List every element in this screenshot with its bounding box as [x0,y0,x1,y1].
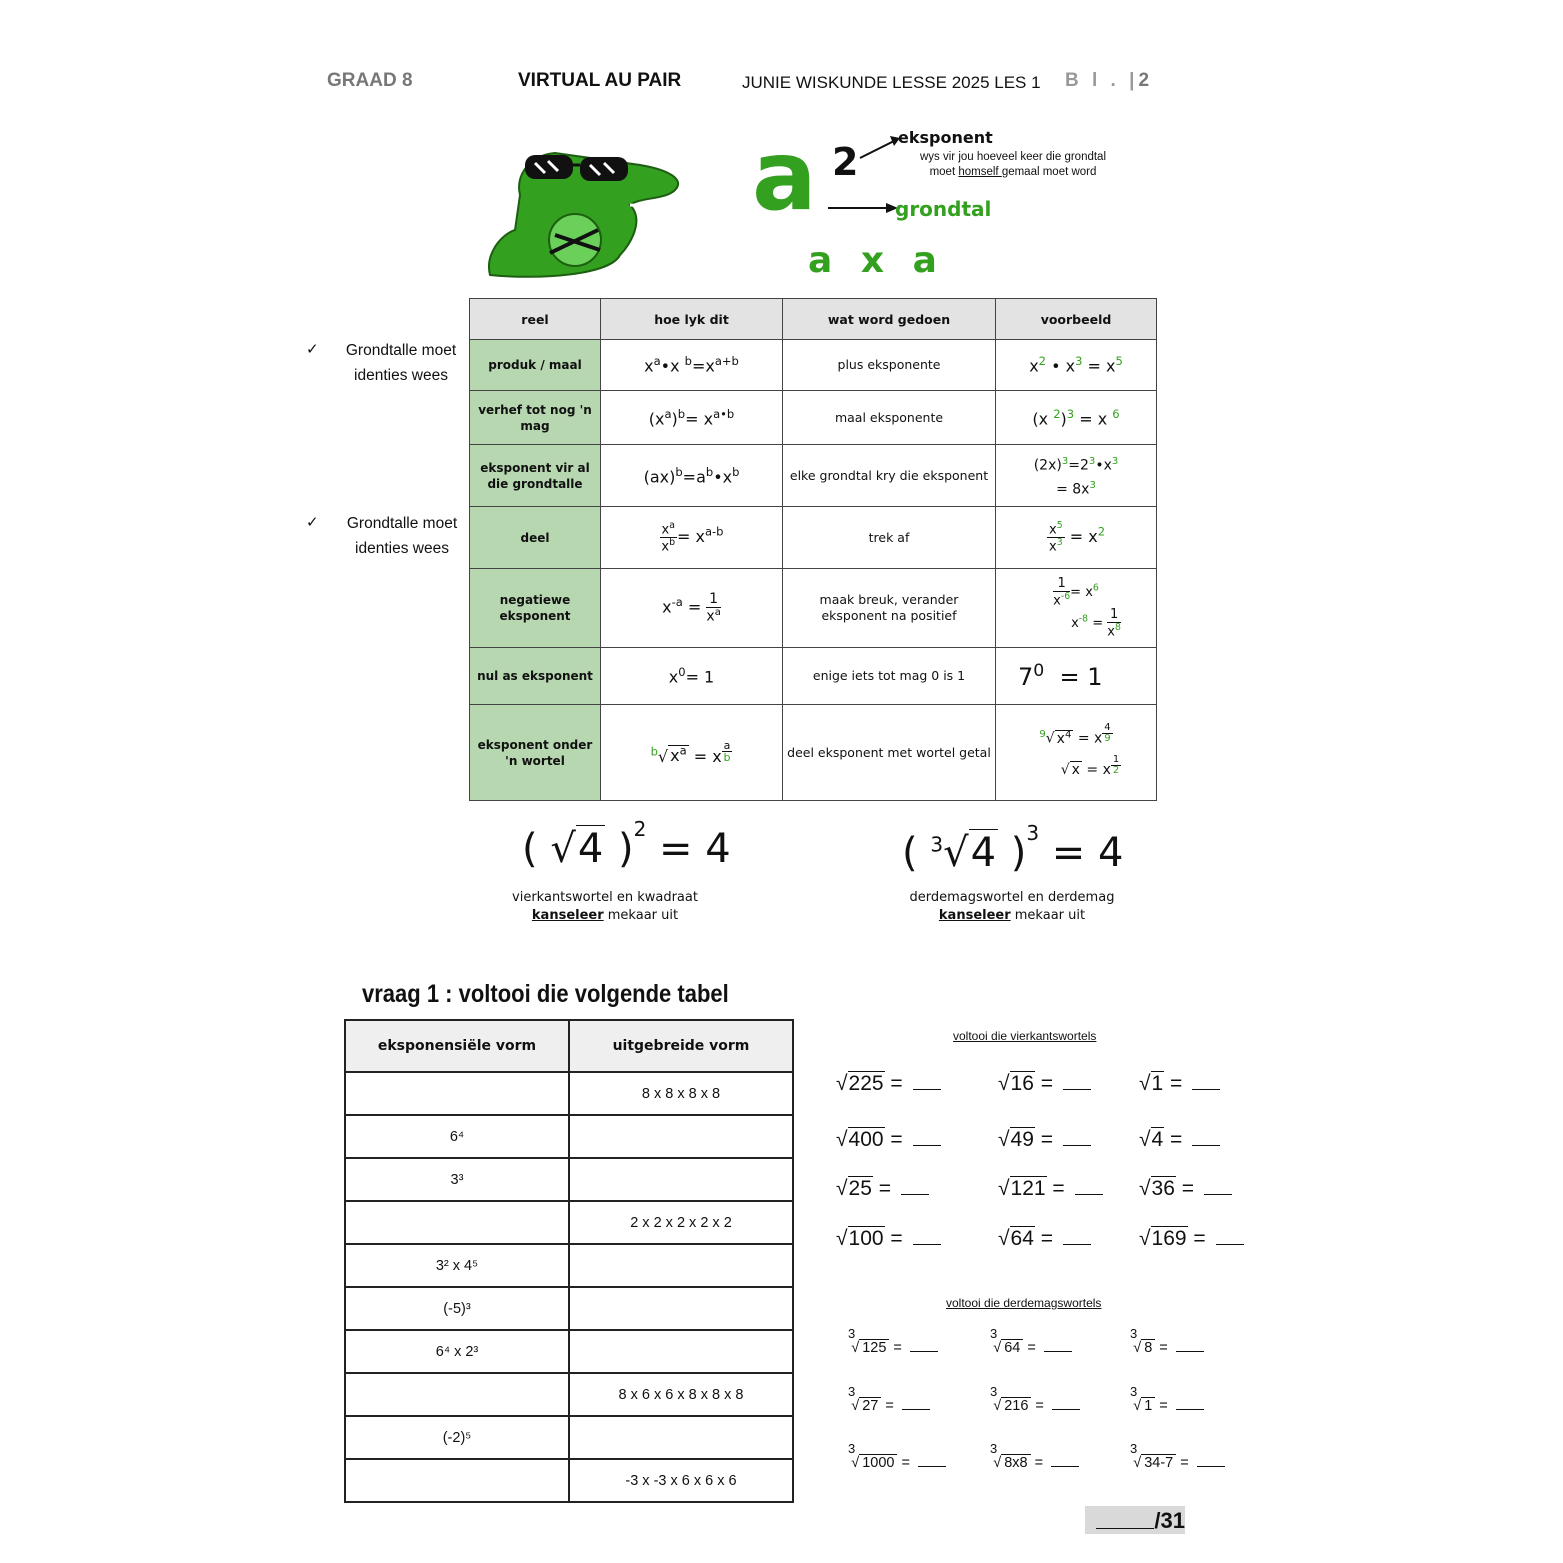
col-header: wat word gedoen [783,299,996,340]
cube-root-caption: derdemagswortel en derdemag kanseleer mekaar uit [909,890,1115,923]
document-subtitle: JUNIE WISKUNDE LESSE 2025 LES 1 [742,73,1041,92]
col-header: uitgebreide vorm [569,1020,793,1072]
rule-name: produk / maal [470,340,601,391]
table-row [345,1158,793,1201]
table-row [470,445,1157,507]
rule-name: nul as eksponent [470,648,601,705]
table-row [345,1244,793,1287]
square-root-exercise[interactable]: √16 = [998,1072,1091,1096]
rule-name: verhef tot nog 'n mag [470,391,601,445]
exponential-form-cell[interactable]: (-2)⁵ [345,1416,569,1459]
exponent-label: eksponent [898,128,993,147]
exponential-form-cell[interactable] [345,1072,569,1115]
exponent-number: 2 [832,140,859,184]
rule-action: deel eksponent met wortel getal [783,705,996,801]
table-row [470,705,1157,801]
side-note: Grondtalle moet identies wees [346,515,458,557]
exponent-description: wys vir jou hoeveel keer die grondtal moet homself gemaal moet word [919,151,1107,178]
expanded-form-cell[interactable] [569,1330,793,1373]
table-row [470,648,1157,705]
rule-example: (x $^2$)$^3$ = x $^6$ [996,391,1157,445]
rule-formula: $(x^a)^b= x^{a•b}$ [601,391,783,445]
expanded-form-cell[interactable] [569,1244,793,1287]
expansion-label: a x a [808,240,945,281]
table-row [470,507,1157,569]
rule-action: enige iets tot mag 0 is 1 [783,648,996,705]
expanded-form-cell[interactable]: 8 x 8 x 8 x 8 [569,1072,793,1115]
grade-label: GRAAD 8 [327,70,413,91]
exponential-form-cell[interactable]: 6⁴ x 2³ [345,1330,569,1373]
square-root-exercise[interactable]: √36 = [1139,1177,1232,1201]
rule-action: maal eksponente [783,391,996,445]
cube-root-cubed: ( $^3$√4 )$^3$ = 4 [902,820,1124,876]
rule-action: plus eksponente [783,340,996,391]
exponential-form-cell[interactable]: 6⁴ [345,1115,569,1158]
cube-root-exercise[interactable]: 3√ 216 = [990,1398,1080,1414]
table-row [345,1201,793,1244]
expanded-form-cell[interactable]: -3 x -3 x 6 x 6 x 6 [569,1459,793,1502]
cube-root-exercise[interactable]: 3√ 125 = [848,1340,938,1356]
cube-root-exercise[interactable]: 3√ 8x8 = [990,1455,1079,1471]
exponential-form-cell[interactable]: (-5)³ [345,1287,569,1330]
document-title: VIRTUAL AU PAIR [518,70,682,91]
table-row [345,1072,793,1115]
page-number: B l . |2 [1065,70,1150,91]
col-header: eksponensiële vorm [345,1020,569,1072]
exponent-form-table [344,1019,794,1503]
rule-example: $x^2$ • $x^3 = x^5$ [996,340,1157,391]
score-box: /31 [1085,1506,1185,1534]
cube-roots-title: voltooi die derdemagswortels [946,1296,1102,1310]
table-row [345,1459,793,1502]
rule-example: $^9$√ $x^4 = x$ $^{\frac{4}{9}}$ √ x = x $^{\frac{1}{2}}$ [996,705,1157,801]
cube-root-exercise[interactable]: 3√ 1000 = [848,1455,946,1471]
cube-root-exercise[interactable]: 3√ 34-7 = [1130,1455,1225,1471]
square-root-exercise[interactable]: √49 = [998,1128,1091,1152]
square-root-exercise[interactable]: √1 = [1139,1072,1220,1096]
cube-root-exercise[interactable]: 3√ 1 = [1130,1398,1204,1414]
square-root-exercise[interactable]: √121 = [998,1177,1103,1201]
exponent-rules-table [469,298,1157,801]
square-root-exercise[interactable]: √64 = [998,1227,1091,1251]
side-note: Grondtalle moet identies wees [345,342,457,384]
square-root-exercise[interactable]: √25 = [836,1177,929,1201]
question-title: vraag 1 : voltooi die volgende tabel [362,980,729,1008]
rule-name: eksponent vir al die grondtalle [470,445,601,507]
expanded-form-cell[interactable] [569,1287,793,1330]
expanded-form-cell[interactable]: 2 x 2 x 2 x 2 x 2 [569,1201,793,1244]
rule-name: negatiewe eksponent [470,569,601,648]
check-icon: ✓ [306,514,319,531]
rule-formula: $x^a•x$ $^b=x^{a+b}$ [601,340,783,391]
table-row [345,1115,793,1158]
rule-formula: $^b$√ $x^a = x$ $^{\frac{a}{b}}$ [601,705,783,801]
exponential-form-cell[interactable]: 3³ [345,1158,569,1201]
square-root-exercise[interactable]: √169 = [1139,1227,1244,1251]
table-row [470,340,1157,391]
base-letter: a [752,120,817,232]
check-icon: ✓ [306,341,319,358]
rule-example: $\frac{1}{x^{-6}}$ = $x^6$ $x^{-8}$ = $\frac{1}{x^8}$ [996,569,1157,648]
rule-example: $\frac{x^5}{x^3}$ = $x^2$ [996,507,1157,569]
square-root-squared: ( √4 )$^2$ = 4 [522,816,731,872]
rule-formula: $x^{-a}$ = $\frac{1}{x^a}$ [601,569,783,648]
table-row [470,391,1157,445]
table-row [345,1287,793,1330]
base-label: grondtal [895,197,992,221]
expanded-form-cell[interactable] [569,1158,793,1201]
rule-name: deel [470,507,601,569]
crocodile-mascot-icon [480,135,690,285]
rule-formula: $x^0= 1$ [601,648,783,705]
table-row [345,1330,793,1373]
square-root-exercise[interactable]: √4 = [1139,1128,1220,1152]
square-root-exercise[interactable]: √400 = [836,1128,941,1152]
expanded-form-cell[interactable] [569,1416,793,1459]
table-row [345,1373,793,1416]
cube-root-exercise[interactable]: 3√ 8 = [1130,1340,1204,1356]
rule-action: maak breuk, verander eksponent na positief [783,569,996,648]
rule-action: elke grondtal kry die eksponent [783,445,996,507]
exponential-form-cell[interactable] [345,1459,569,1502]
rule-formula: $(ax)^b=a^b•x^b$ [601,445,783,507]
square-roots-title: voltooi die vierkantswortels [953,1029,1097,1043]
rule-name: eksponent onder 'n wortel [470,705,601,801]
rule-example: $(2x)^3=2^3•x^3$ = $8x^3$ [996,445,1157,507]
exponential-form-cell[interactable] [345,1373,569,1416]
table-row [470,569,1157,648]
rule-action: trek af [783,507,996,569]
cube-root-exercise[interactable]: 3√ 64 = [990,1340,1072,1356]
table-row [345,1416,793,1459]
cube-root-exercise[interactable]: 3√ 27 = [848,1398,930,1414]
rule-formula: $\frac{x^a}{x^b}$ = $x^{a-b}$ [601,507,783,569]
square-root-exercise[interactable]: √225 = [836,1072,941,1096]
col-header: reel [470,299,601,340]
col-header: voorbeeld [996,299,1157,340]
expanded-form-cell[interactable] [569,1115,793,1158]
col-header: hoe lyk dit [601,299,783,340]
square-root-exercise[interactable]: √100 = [836,1227,941,1251]
exponential-form-cell[interactable]: 3² x 4⁵ [345,1244,569,1287]
exponential-form-cell[interactable] [345,1201,569,1244]
expanded-form-cell[interactable]: 8 x 6 x 6 x 8 x 8 x 8 [569,1373,793,1416]
square-root-caption: vierkantswortel en kwadraat kanseleer mekaar uit [512,890,698,923]
rule-example: $7^0 = 1$ [996,648,1157,705]
